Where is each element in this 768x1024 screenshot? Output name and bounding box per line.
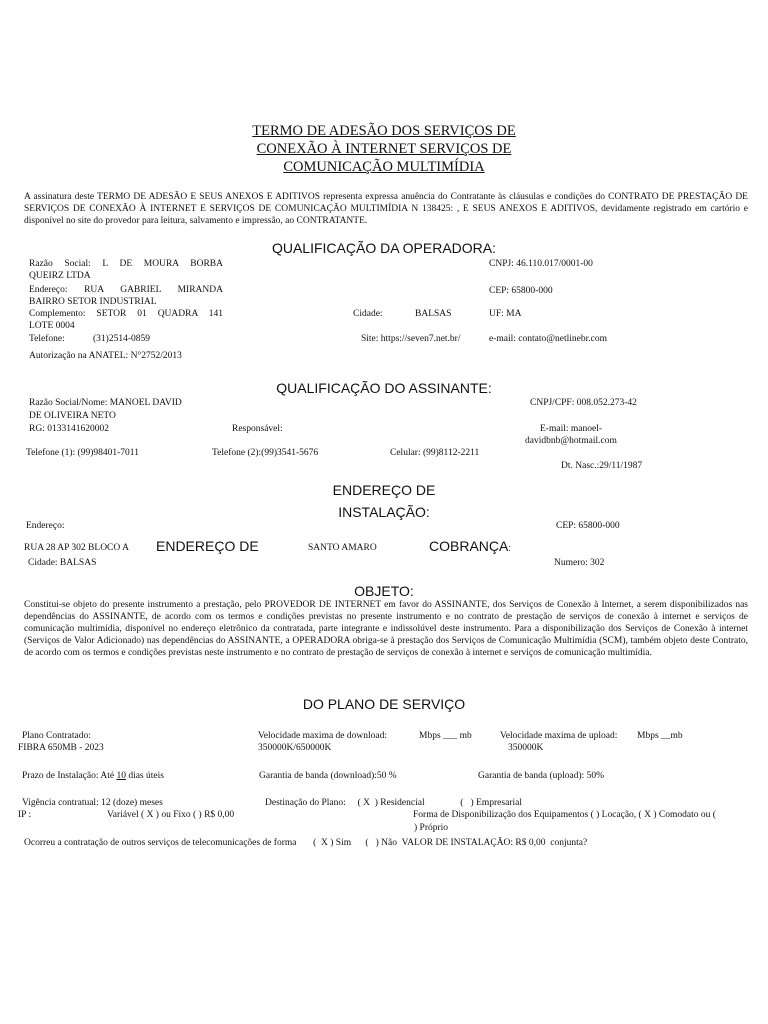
- vigencia-contratual: Vigência contratual: 12 (doze) meses: [22, 798, 163, 808]
- operadora-bairro: BAIRRO SETOR INDUSTRIAL: [29, 297, 157, 307]
- assinante-telefone-2: Telefone (2):(99)3541-5676: [212, 448, 319, 458]
- objeto-heading: OBJETO:: [354, 583, 414, 599]
- operadora-cidade-value: BALSAS: [415, 309, 452, 319]
- document-title-line-3: COMUNICAÇÃO MULTIMÍDIA: [283, 159, 485, 175]
- ip-label: IP :: [18, 810, 32, 820]
- plano-label: Plano Contratado:: [22, 731, 91, 741]
- operadora-razao-social-cont: QUEIRZ LTDA: [29, 271, 91, 281]
- instalacao-bairro: SANTO AMARO: [308, 543, 377, 553]
- objeto-paragraph: Constitui-se objeto do presente instrumento a prestação, pelo PROVEDOR DE INTERNET em favor do ASSINANTE, dos Serviços de Conexão à Internet, a serem disponibilizados nas dependências do ASSINANTE, de acordo com os termos e condições previstas no presente instrumento e no contrato de prestação de serviços de conexão à internet e serviços de comunicação multimídia, disponível no endereço eletrônico da contratada, parte integrante e indissolúvel deste instrumento. Para a disponibilização dos Serviços de Conexão à internet (Serviços de Valor Adicionado) nas dependências do ASSINANTE, a OPERADORA obriga-se à prestação dos Serviços de Comunicação Multimídia (SCM), também objeto deste Contrato, de acordo com os termos e condições previstas neste instrumento e no contrato de prestação de serviços de conexão à internet e serviços de comunicação multimídia.: [24, 600, 748, 658]
- upload-label: Velocidade maxima de upload:: [500, 731, 618, 741]
- assinante-rg: RG: 0133141620002: [29, 424, 109, 434]
- operadora-telefone-label: Telefone:: [29, 334, 65, 344]
- assinante-nascimento: Dt. Nasc.:29/11/1987: [561, 461, 643, 471]
- ip-value: Variável ( X ) ou Fixo ( ) R$ 0,00: [107, 810, 235, 820]
- instalacao-heading-line-1: ENDEREÇO DE: [332, 482, 436, 498]
- operadora-heading: QUALIFICAÇÃO DA OPERADORA:: [271, 240, 497, 256]
- outros-servicos: Ocorreu a contratação de outros serviços de telecomunicações de forma ( X ) Sim ( ) Não VALOR DE INSTALAÇÃO: R$ 0,00 conjunta?: [24, 838, 588, 848]
- garantia-download: Garantia de banda (download):50 %: [259, 771, 397, 781]
- instalacao-endereco-label: Endereço:: [26, 521, 65, 531]
- destinacao-plano: Destinação do Plano: ( X ) Residencial ( ) Empresarial: [265, 798, 522, 808]
- cobranca-heading-part-2: COBRANÇA:: [429, 538, 511, 554]
- instalacao-numero: Numero: 302: [554, 558, 605, 568]
- plano-value: FIBRA 650MB - 2023: [18, 743, 104, 753]
- assinante-nome: Razão Social/Nome: MANOEL DAVID: [29, 398, 182, 408]
- intro-paragraph: A assinatura deste TERMO DE ADESÃO E SEUS ANEXOS E ADITIVOS representa expressa anuência do Contratante às cláusulas e condições do CONTRATO DE PRESTAÇÃO DE SERVIÇOS DE CONEXÃO À INTERNET E SERVIÇOS DE COMUNICAÇÃO MULTIMÍDIA N 138425: , E SEUS ANEXOS E ADITIVOS, devidamente registrado em cartório e disponível no site do provedor para leitura, salvamento e impressão, ao CONTRATANTE.: [24, 192, 748, 226]
- operadora-telefone-value: (31)2514-0859: [93, 334, 150, 344]
- operadora-complemento: Complemento: SETOR 01 QUADRA 141: [29, 309, 223, 319]
- cobranca-heading-part-1: ENDEREÇO DE: [156, 538, 259, 554]
- operadora-cep: CEP: 65800-000: [489, 286, 553, 296]
- instalacao-heading-line-2: INSTALAÇÃO:: [338, 504, 430, 520]
- equipamentos-forma-cont: ) Próprio: [414, 823, 449, 833]
- operadora-cnpj: CNPJ: 46.110.017/0001-00: [489, 259, 593, 269]
- operadora-uf: UF: MA: [489, 309, 522, 319]
- upload-value: 350000K: [508, 743, 544, 753]
- assinante-heading: QUALIFICAÇÃO DO ASSINANTE:: [276, 380, 492, 396]
- download-unit: Mbps ___ mb: [419, 731, 472, 741]
- operadora-site: Site: https://seven7.net.br/: [361, 334, 461, 344]
- assinante-telefone-1: Telefone (1): (99)98401-7011: [26, 448, 139, 458]
- document-title-line-1: TERMO DE ADESÃO DOS SERVIÇOS DE: [252, 123, 516, 139]
- download-label: Velocidade maxima de download:: [258, 731, 388, 741]
- garantia-upload: Garantia de banda (upload): 50%: [478, 771, 605, 781]
- instalacao-cidade: Cidade: BALSAS: [28, 558, 97, 568]
- operadora-anatel: Autorização na ANATEL: N°2752/2013: [29, 351, 182, 361]
- assinante-nome-cont: DE OLIVEIRA NETO: [29, 411, 116, 421]
- assinante-responsavel: Responsável:: [232, 424, 283, 434]
- document-title-line-2: CONEXÃO À INTERNET SERVIÇOS DE: [256, 141, 512, 157]
- assinante-celular: Celular: (99)8112-2211: [390, 448, 480, 458]
- instalacao-rua: RUA 28 AP 302 BLOCO A: [24, 543, 129, 553]
- operadora-cidade-label: Cidade:: [353, 309, 383, 319]
- prazo-instalacao: Prazo de Instalação: Até 10 dias úteis: [22, 771, 164, 781]
- download-value: 350000K/650000K: [258, 743, 332, 753]
- assinante-email: E-mail: manoel-: [540, 424, 602, 434]
- assinante-cpf: CNPJ/CPF: 008.052.273-42: [530, 398, 637, 408]
- instalacao-cep: CEP: 65800-000: [556, 521, 620, 531]
- equipamentos-forma: Forma de Disponibilização dos Equipamentos ( ) Locação, ( X ) Comodato ou (: [413, 810, 716, 820]
- plano-heading: DO PLANO DE SERVIÇO: [302, 696, 466, 712]
- assinante-email-cont: davidbnb@hotmail.com: [525, 436, 617, 446]
- operadora-lote: LOTE 0004: [29, 321, 75, 331]
- operadora-razao-social: Razão Social: L DE MOURA BORBA: [29, 259, 223, 269]
- operadora-endereco: Endereço: RUA GABRIEL MIRANDA: [29, 285, 223, 295]
- upload-unit: Mbps __mb: [637, 731, 683, 741]
- operadora-email: e-mail: contato@netlinebr.com: [489, 334, 607, 344]
